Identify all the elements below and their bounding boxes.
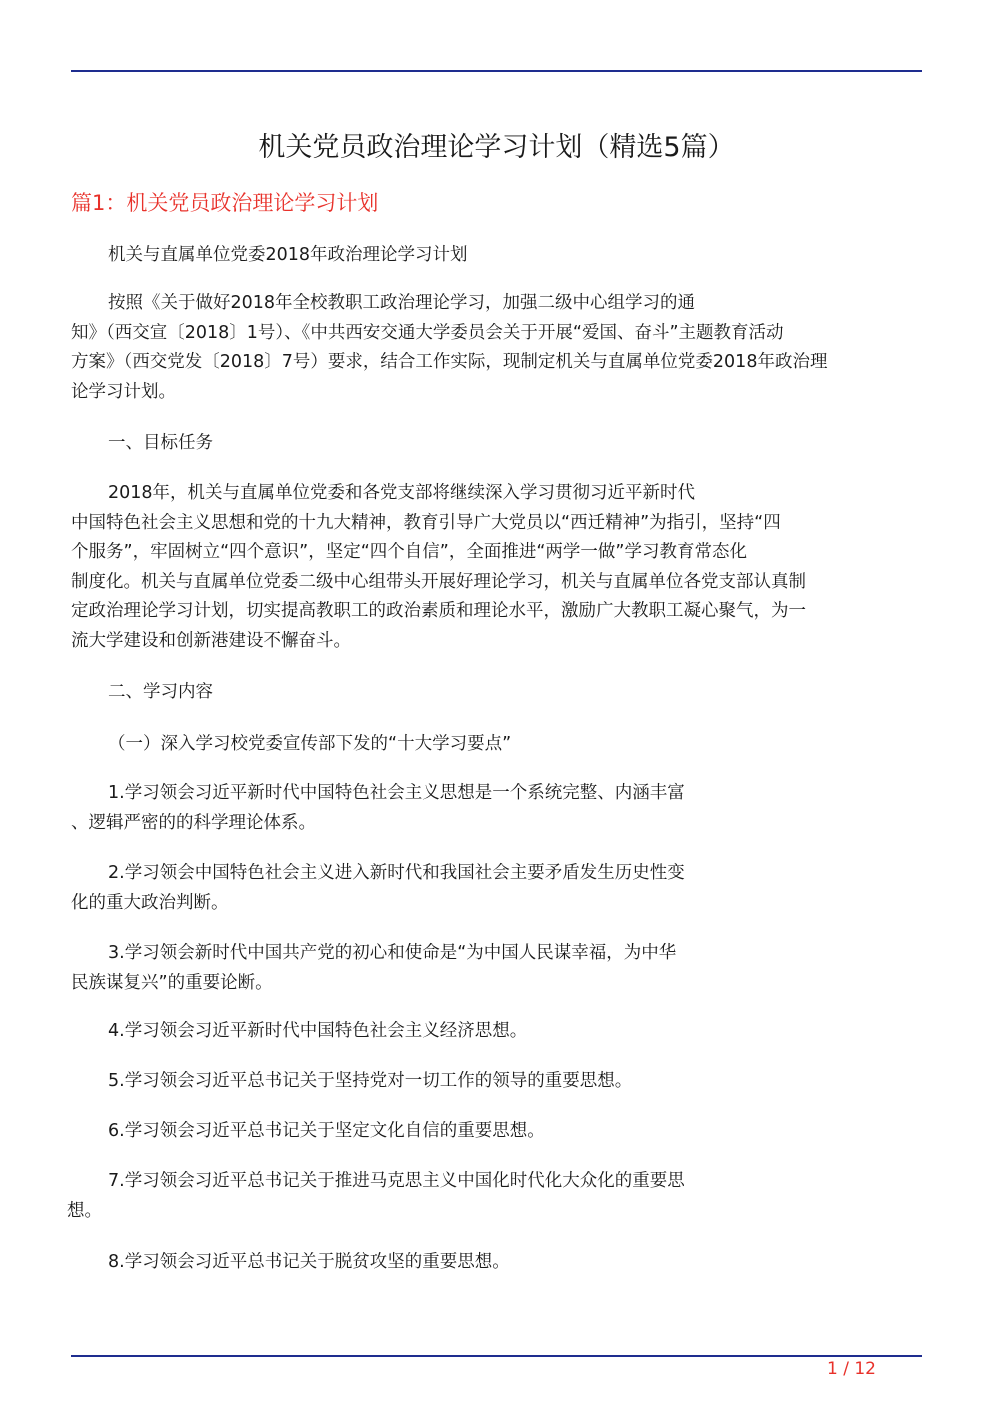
list-item-line: 2.学习领会中国特色社会主义进入新时代和我国社会主要矛盾发生历史性变 [108, 863, 685, 883]
goal-line: 制度化。机关与直属单位党委二级中心组带头开展好理论学习，机关与直属单位各党支部认真制 [71, 571, 806, 592]
list-item [71, 1017, 921, 1047]
goal-line: 个服务”，牢固树立“四个意识”，坚定“四个自信”，全面推进“两学一做”学习教育常态化 [71, 542, 747, 562]
page-number: 1 / 12 [827, 1359, 876, 1379]
sub-heading-line: （一）深入学习校党委宣传部下发的“十大学习要点” [108, 734, 512, 754]
list-item-line: 1.学习领会习近平新时代中国特色社会主义思想是一个系统完整、内涵丰富 [108, 783, 685, 803]
sub-heading [71, 730, 921, 760]
intro-line: 论学习计划。 [71, 381, 176, 402]
heading-line: 二、学习内容 [108, 682, 213, 702]
list-item-line: 5.学习领会习近平总书记关于坚持党对一切工作的领导的重要思想。 [108, 1071, 633, 1091]
list-item-line: 4.学习领会习近平新时代中国特色社会主义经济思想。 [108, 1021, 528, 1041]
goal-line: 2018年，机关与直属单位党委和各党支部将继续深入学习贯彻习近平新时代 [108, 483, 696, 503]
subtitle-line: 机关与直属单位党委2018年政治理论学习计划 [108, 245, 468, 265]
intro-line: 按照《关于做好2018年全校教职工政治理论学习，加强二级中心组学习的通 [108, 293, 696, 313]
list-item-line: 化的重大政治判断。 [71, 892, 229, 913]
document-title: 机关党员政治理论学习计划（精选5篇） [258, 132, 735, 163]
list-item [71, 779, 921, 838]
list-item [71, 939, 921, 998]
list-item-line: 7.学习领会习近平总书记关于推进马克思主义中国化时代化大众化的重要思 [108, 1171, 685, 1191]
list-item-line: 想。 [67, 1200, 102, 1221]
list-item-line: 3.学习领会新时代中国共产党的初心和使命是“为中国人民谋幸福，为中华 [108, 943, 677, 963]
list-item-line: 6.学习领会习近平总书记关于坚定文化自信的重要思想。 [108, 1121, 545, 1141]
intro-line: 方案》（西交党发〔2018〕7号）要求，结合工作实际，现制定机关与直属单位党委2018年政治理 [71, 352, 828, 372]
section-heading: 篇1：机关党员政治理论学习计划 [71, 191, 379, 215]
list-item-line: 8.学习领会习近平总书记关于脱贫攻坚的重要思想。 [108, 1252, 510, 1272]
intro-line: 知》（西交宣〔2018〕1号）、《中共西安交通大学委员会关于开展“爱国、奋斗”主题教育活动 [71, 322, 784, 343]
goal-paragraph [71, 479, 921, 656]
list-item [71, 1248, 921, 1278]
heading-content [71, 678, 921, 708]
list-item [71, 1067, 921, 1097]
goal-line: 流大学建设和创新港建设不懈奋斗。 [71, 630, 351, 651]
list-item [67, 1167, 921, 1226]
list-item [71, 859, 921, 918]
subtitle-paragraph [71, 241, 921, 271]
goal-line: 定政治理论学习计划，切实提高教职工的政治素质和理论水平，激励广大教职工凝心聚气，为一 [71, 601, 806, 621]
goal-line: 中国特色社会主义思想和党的十九大精神，教育引导广大党员以“西迁精神”为指引，坚持“四 [71, 512, 781, 533]
list-item-line: 、逻辑严密的的科学理论体系。 [71, 812, 316, 833]
intro-paragraph [71, 289, 921, 407]
header-rule [71, 70, 922, 72]
heading-goals [71, 429, 921, 459]
list-item-line: 民族谋复兴”的重要论断。 [71, 972, 273, 993]
list-item [71, 1117, 921, 1147]
heading-line: 一、目标任务 [108, 433, 213, 453]
